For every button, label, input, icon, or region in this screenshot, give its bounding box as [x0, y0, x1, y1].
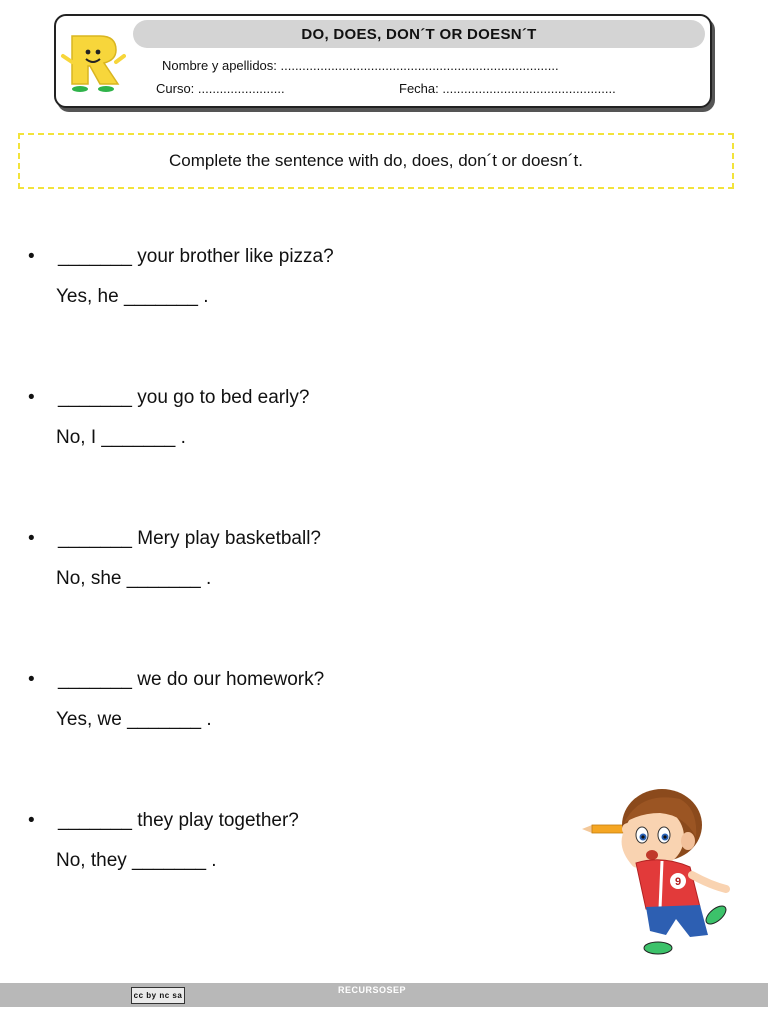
- question-text: _______ you go to bed early?: [58, 387, 310, 408]
- boy-with-pencil-illustration: [580, 785, 740, 965]
- question-text: _______ your brother like pizza?: [58, 246, 334, 267]
- worksheet-title: DO, DOES, DON´T OR DOESN´T: [133, 20, 705, 48]
- exercise-question-2: [28, 387, 309, 409]
- exercise-question-3: [28, 528, 321, 550]
- exercise-question-4: [28, 669, 324, 691]
- bullet-icon: •: [28, 528, 35, 549]
- question-text: _______ Mery play basketball?: [58, 528, 322, 549]
- bullet-icon: •: [28, 810, 35, 831]
- exercise-answer-2: No, I _______ .: [56, 427, 186, 448]
- question-text: _______ they play together?: [58, 810, 299, 831]
- bullet-icon: •: [28, 669, 35, 690]
- logo-r-mascot-icon: [60, 32, 126, 92]
- name-field: Nombre y apellidos: .............................................................................: [162, 58, 559, 73]
- bullet-icon: •: [28, 246, 35, 267]
- instruction-box: [18, 133, 734, 189]
- instruction-text: Complete the sentence with do, does, don´t or doesn´t.: [169, 151, 583, 170]
- course-field: Curso: ........................: [156, 81, 285, 96]
- exercise-question-5: [28, 810, 299, 832]
- exercise-answer-5: No, they _______ .: [56, 850, 217, 871]
- footer-brand: RECURSOSEP: [338, 985, 407, 995]
- question-text: _______ we do our homework?: [58, 669, 325, 690]
- pencil-icon: [582, 825, 629, 833]
- exercise-answer-4: Yes, we _______ .: [56, 709, 212, 730]
- bullet-icon: •: [28, 387, 35, 408]
- cc-license-icon: cc by nc sa: [131, 987, 185, 1004]
- page-footer: [0, 983, 768, 1007]
- worksheet-header: [54, 14, 712, 108]
- exercise-question-1: [28, 246, 334, 268]
- exercise-answer-3: No, she _______ .: [56, 568, 212, 589]
- date-field: Fecha: ................................................: [399, 81, 616, 96]
- exercise-answer-1: Yes, he _______ .: [56, 286, 209, 307]
- shirt-number: 9: [674, 876, 682, 888]
